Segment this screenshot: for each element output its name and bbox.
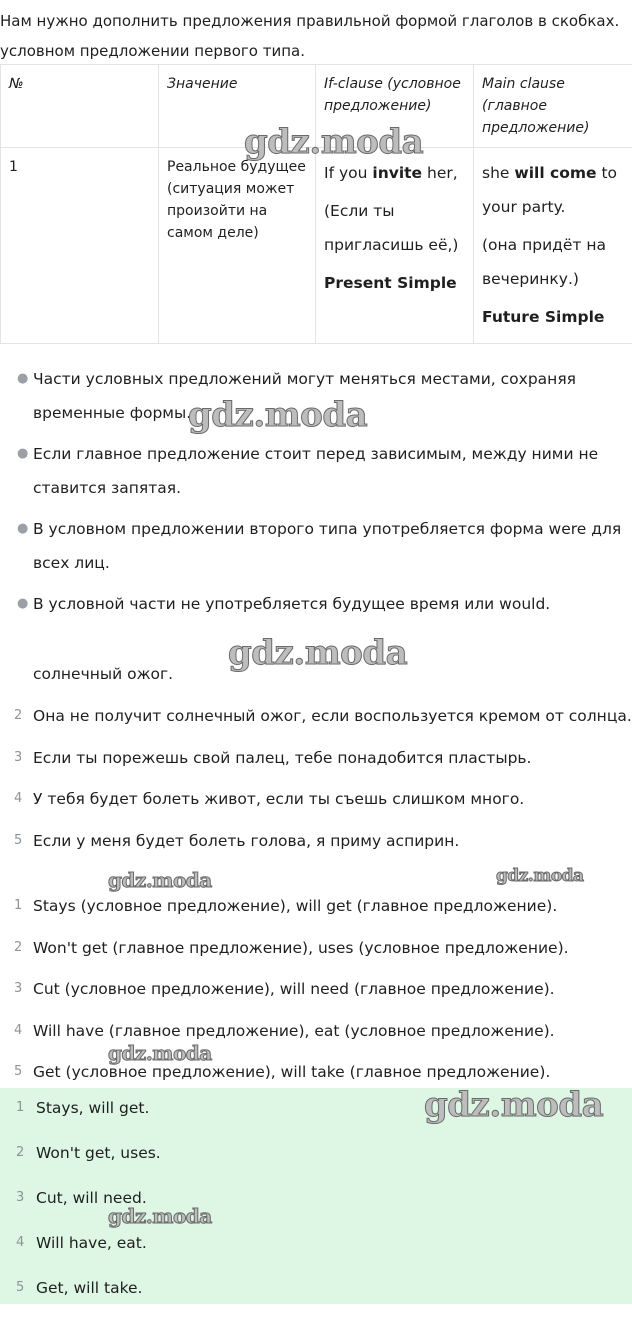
list-item: 2 Won't get, uses. (16, 1144, 161, 1162)
list-item: 4 Will have (главное предложение), eat (условное предложение). (14, 1021, 555, 1040)
list-item: ● Если главное предложение стоит перед зависимым, между ними не ставится запятая. (0, 437, 632, 505)
cell-meaning: Реальное будущее (ситуация может произойти на самом деле) (159, 148, 316, 344)
list-item: 1 Stays, will get. (16, 1099, 150, 1117)
list-item: ● В условном предложении второго типа употребляется форма were для всех лиц. (0, 512, 632, 580)
list-item: 4 У тебя будет болеть живот, если ты съешь слишком много. (14, 790, 525, 808)
intro-line-2: условном предложении первого типа. (0, 42, 305, 60)
list-item: 5 Get (условное предложение), will take (главное предложение). (14, 1063, 551, 1081)
list-item: 4 Will have, eat. (16, 1234, 147, 1252)
main-example: she will come to your party. (482, 164, 618, 216)
cell-number: 1 (1, 148, 159, 344)
list-item: ● В условной части не употребляется будущее время или would. (0, 587, 632, 621)
list-item: 5 Get, will take. (16, 1279, 143, 1297)
grammar-table (0, 64, 632, 344)
bullet-dot-icon: ● (17, 521, 29, 536)
list-item: 1 Stays (условное предложение), will get (главное предложение). (14, 897, 558, 915)
cell-main-clause (474, 148, 632, 344)
list-item: 3 Если ты порежешь свой палец, тебе понадобится пластырь. (14, 748, 532, 767)
if-example: If you invite her, (324, 164, 458, 182)
bullet-dot-icon: ● (17, 596, 29, 611)
if-translation: (Если ты пригласишь её,) (324, 202, 459, 254)
intro-text (0, 6, 632, 66)
watermark: gdz.moda (108, 868, 212, 892)
bullet-dot-icon: ● (17, 446, 29, 461)
list-item: 5 Если у меня будет болеть голова, я приму аспирин. (14, 831, 460, 850)
header-number: № (1, 65, 159, 148)
if-tense: Present Simple (324, 274, 457, 292)
watermark: gdz.moda (496, 866, 584, 886)
watermark: gdz.moda (108, 1041, 212, 1065)
main-tense: Future Simple (482, 308, 605, 326)
list-item: ● Части условных предложений могут меняться местами, сохраняя временные формы. (0, 362, 632, 430)
header-if-clause: If-clause (условное предложение) (316, 65, 474, 148)
watermark: gdz.moda (228, 633, 408, 673)
intro-line-1: Нам нужно дополнить предложения правильной формой глаголов в скобках. (0, 12, 620, 30)
watermark: gdz.moda (244, 122, 424, 162)
bullet-dot-icon: ● (17, 371, 29, 386)
translation-list (0, 698, 632, 864)
list-item: 3 Cut (условное предложение), will need (главное предложение). (14, 980, 555, 998)
cell-if-clause (316, 148, 474, 344)
list-item: 3 Cut, will need. (16, 1189, 147, 1207)
watermark: gdz.moda (188, 395, 368, 435)
header-main-clause: Main clause (главное предложение) (474, 65, 632, 148)
list-item: 2 Won't get (главное предложение), uses (условное предложение). (14, 938, 569, 957)
header-meaning: Значение (159, 65, 316, 148)
watermark: gdz.moda (108, 1204, 212, 1228)
list-item: 2 Она не получит солнечный ожог, если воспользуется кремом от солнца. (14, 707, 632, 725)
analysis-list (0, 888, 632, 1096)
orphan-line: солнечный ожог. (33, 665, 174, 683)
main-translation: (она придёт на вечеринку.) (482, 236, 606, 288)
table-row (1, 148, 632, 344)
watermark: gdz.moda (424, 1085, 604, 1125)
